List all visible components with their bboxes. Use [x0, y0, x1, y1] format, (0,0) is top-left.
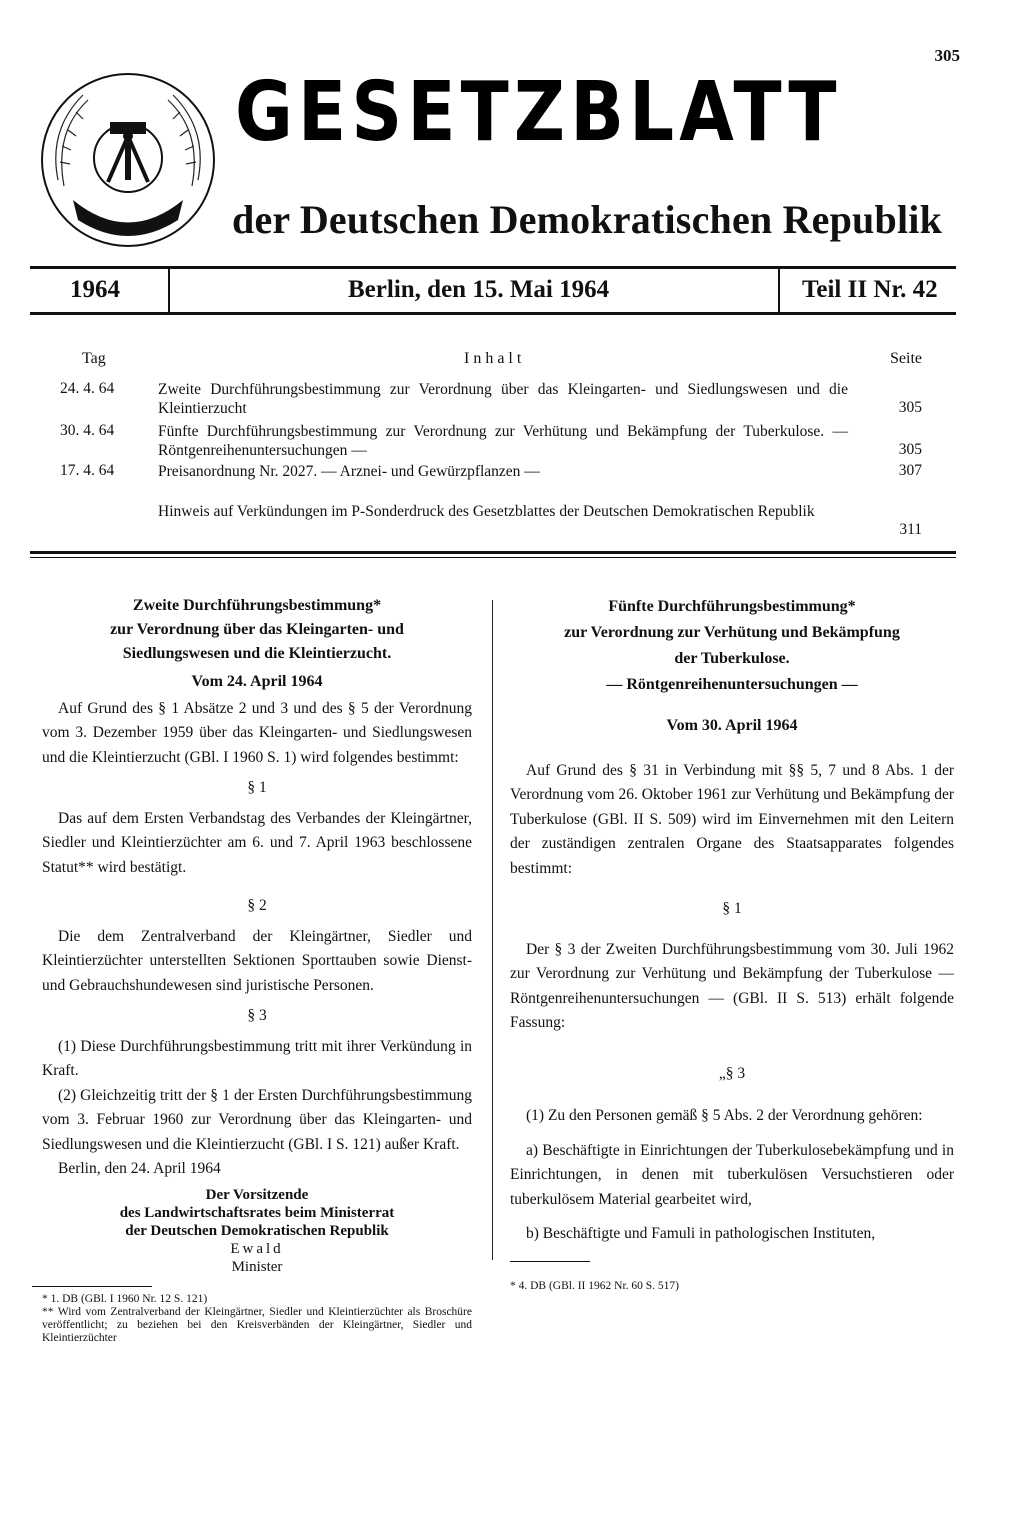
section-sign: § 3: [247, 1007, 267, 1024]
signature-name: Ewald: [230, 1240, 284, 1257]
toc-entry-title: Preisanordnung Nr. 2027. — Arznei- und Gewürzpflanzen —: [158, 463, 540, 480]
article-date: Vom 30. April 1964: [666, 717, 798, 734]
article-heading: der Tuberkulose.: [674, 650, 790, 667]
article-heading: Zweite Durchführungsbestimmung*: [132, 597, 382, 614]
section-text: Der § 3 der Zweiten Durchführungsbestimmung vom 30. Juli 1962 zur Verordnung zur Verhütung und Bekämpfung der Tuberkulose — Röntgenreihenuntersuchungen — (GBl. II S. 513) erhält folgende Fassung:: [510, 940, 954, 1031]
masthead-title: GESETZBLATT: [235, 65, 842, 160]
article-intro: Auf Grund des § 1 Absätze 2 und 3 und des § 5 der Verordnung vom 3. Dezember 1959 über das Kleingarten- und Siedlungswesen und die Kleintierzucht (GBl. I 1960 S. 1) wird folgendes bestimmt:: [42, 699, 472, 766]
toc-entry-title: Hinweis auf Verkündungen im P-Sonderdruck des Gesetzblattes der Deutschen Demokratischen Republik: [158, 503, 815, 520]
article-heading: — Röntgenreihenuntersuchungen —: [606, 676, 858, 693]
footnote: * 4. DB (GBl. II 1962 Nr. 60 S. 517): [510, 1279, 679, 1292]
page-number: 305: [934, 46, 960, 65]
toc-entry-page: 311: [899, 521, 922, 538]
signature-line: des Landwirtschaftsrates beim Ministerrat: [119, 1204, 395, 1221]
section-sign: § 1: [722, 900, 742, 917]
divider: [30, 551, 956, 554]
toc-entry-title: Fünfte Durchführungsbestimmung zur Verordnung zur Verhütung und Bekämpfung der Tuberkulose. — Röntgenreihenuntersuchungen —: [158, 423, 848, 459]
masthead-subtitle: der Deutschen Demokratischen Republik: [232, 197, 943, 242]
toc-col-page: Seite: [890, 350, 922, 367]
section-sign: § 2: [247, 897, 267, 914]
state-emblem-icon: [38, 70, 218, 250]
section-text: Das auf dem Ersten Verbandstag des Verbandes der Kleingärtner, Siedler und Kleintierzüchter am 6. und 7. April 1963 beschlossene Statut** wird bestätigt.: [42, 809, 472, 876]
article-heading: Fünfte Durchführungsbestimmung*: [608, 598, 856, 615]
issue-year: 1964: [70, 276, 120, 303]
toc-entry-page: 305: [898, 441, 922, 458]
toc-col-day: Tag: [82, 350, 106, 367]
footnote: * 1. DB (GBl. I 1960 Nr. 12 S. 121): [42, 1292, 208, 1305]
footnote: ** Wird vom Zentralverband der Kleingärtner, Siedler und Kleintierzüchter als Broschüre veröffentlicht; zu beziehen bei den Kreisverbänden der Kleingärtner, Siedler und Kleintierzüchter: [42, 1305, 472, 1344]
article-heading: zur Verordnung zur Verhütung und Bekämpfung: [564, 624, 900, 641]
toc-entry-date: 30. 4. 64: [60, 422, 115, 439]
column-separator: [492, 600, 493, 1260]
toc-entry-date: 24. 4. 64: [60, 380, 115, 397]
issue-part: Teil II Nr. 42: [802, 276, 938, 303]
section-sign: „§ 3: [718, 1064, 746, 1082]
toc-entry-title: Zweite Durchführungsbestimmung zur Verordnung über das Kleingarten- und Siedlungswesen und die Kleintierzucht: [158, 381, 848, 417]
list-item: b) Beschäftigte und Famuli in pathologischen Instituten,: [526, 1225, 876, 1242]
signature-line: der Deutschen Demokratischen Republik: [125, 1222, 389, 1239]
list-item: a) Beschäftigte in Einrichtungen der Tuberkulosebekämpfung und in Einrichtungen, in denen mit tuberkulösen Versuchstieren oder tuberkulösem Material gearbeitet wird,: [510, 1141, 954, 1208]
signature-title: Minister: [231, 1258, 283, 1275]
article-intro: Auf Grund des § 31 in Verbindung mit §§ 5, 7 und 8 Abs. 1 der Verordnung vom 26. Oktober 1961 zur Verhütung und Bekämpfung der Tuberkulose (GBl. II S. 509) wird im Einvernehmen mit den Leitern der zuständigen zentralen Organe des Staatsapparates folgendes bestimmt:: [510, 761, 954, 877]
right-article: [510, 594, 954, 1293]
section-sign: § 1: [247, 779, 267, 796]
toc-entry-page: 307: [898, 462, 922, 479]
toc-entry-page: 305: [898, 399, 922, 416]
section-text: (1) Diese Durchführungsbestimmung tritt mit ihrer Verkündung in Kraft.: [42, 1037, 472, 1079]
article-heading: Siedlungswesen und die Kleintierzucht.: [122, 645, 392, 662]
section-text: Die dem Zentralverband der Kleingärtner, Siedler und Kleintierzüchter unterstellten Sektionen Sporttauben sowie Dienst- und Gebrauchshundewesen sind juristische Personen.: [42, 927, 472, 994]
signature-line: Der Vorsitzende: [205, 1186, 309, 1203]
issue-bar: [30, 266, 956, 316]
section-text: (1) Zu den Personen gemäß § 5 Abs. 2 der Verordnung gehören:: [526, 1107, 923, 1124]
divider: [30, 557, 956, 558]
left-article: [42, 594, 472, 1345]
article-heading: zur Verordnung über das Kleingarten- und: [110, 621, 404, 638]
toc-col-content: Inhalt: [464, 350, 526, 367]
article-date: Vom 24. April 1964: [191, 673, 323, 690]
place-date: Berlin, den 24. April 1964: [58, 1160, 221, 1177]
toc-entry-date: 17. 4. 64: [60, 462, 115, 479]
issue-date: Berlin, den 15. Mai 1964: [348, 276, 610, 303]
section-text: (2) Gleichzeitig tritt der § 1 der Ersten Durchführungsbestimmung vom 3. Februar 1960 zur Verordnung über das Kleingarten- und Siedlungswesen und die Kleintierzucht (GBl. I S. 121) außer Kraft.: [42, 1086, 472, 1153]
